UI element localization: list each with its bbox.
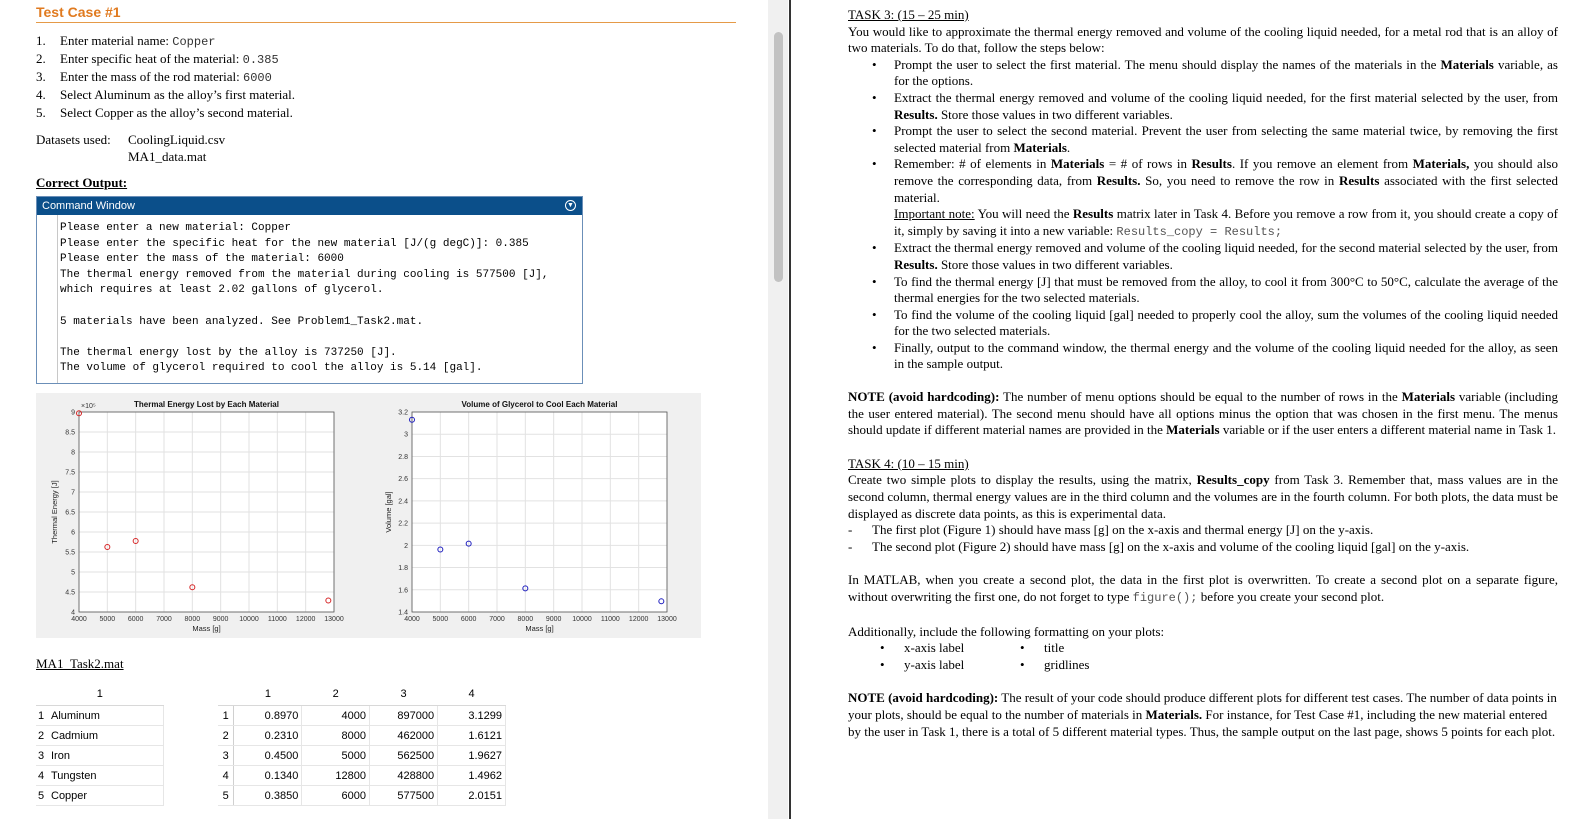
row-index: 1 [36,706,49,726]
mat-file-title: MA1_Task2.mat [36,656,124,671]
x-tick-label: 10000 [572,616,592,623]
table-cell[interactable]: 12800 [302,766,370,786]
plots-svg [36,393,701,638]
table-row[interactable] [218,766,506,786]
y-tick-label: 2 [404,542,408,550]
y-tick-label: 1.6 [398,587,408,595]
y-tick-label: 5 [71,569,75,577]
row-index: 3 [36,746,49,766]
y-tick-label: 2.2 [398,520,408,528]
list-item: • x-axis label [880,640,1020,657]
table-cell[interactable]: 8000 [302,726,370,746]
table-cell[interactable]: 1.6121 [438,726,506,746]
y-tick-label: 2.8 [398,453,408,461]
dataset-file: CoolingLiquid.csv [128,132,226,147]
x-tick-label: 6000 [460,616,477,623]
list-item: • Remember: # of elements in Materials = # of rows in Results. If you remove an element from Materials, you should also remove the corresponding data, from Results. So, you need to remove the row in Results associated with the first selected material. Important note: You will need the Results matrix later in Task 4. Before you remove a row from it, you should create a copy of it, simply by saving it into a new variable: Results_copy = Results; [894,156,1558,240]
column-header[interactable]: 1 [234,683,302,706]
x-tick-label: 5000 [99,616,116,623]
command-window-header [37,197,582,215]
row-index: 4 [36,766,49,786]
task3-intro: You would like to approximate the thermal energy removed and volume of the cooling liquid needed, for a metal rod that is an alloy of two materials. To do that, follow the steps below: [848,23,1558,56]
table-row[interactable] [36,766,164,786]
command-output-line: which requires at least 2.02 gallons of glycerol. [60,284,384,297]
y-tick-label: 1.8 [398,565,408,573]
list-item: • To find the volume of the cooling liquid [gal] needed to properly cool the alloy, sum the volumes of the cooling liquid needed for the two selected materials. [894,307,1558,340]
table-cell[interactable]: Cadmium [49,726,164,746]
step-item: 3. Enter the mass of the rod material: 6000 [36,69,272,85]
table-cell[interactable]: 577500 [370,786,438,806]
command-window-title: Command Window [42,200,135,212]
task3-note: NOTE (avoid hardcoding): The number of menu options should be equal to the number of rows in the Materials variable (including the user entered material). The second menu should have all options minus the option that was chosen in the first menu. The menus should update if different material names are provided in the Materials variable or if the user enters a different material name in Task 1. [848,389,1558,438]
list-item: • To find the thermal energy [J] that must be removed from the alloy, to cool it from 300°C to 50°C, calculate the average of the thermal energies for the two selected materials. [894,274,1558,307]
datasets-label: Datasets used: [36,132,111,147]
x-tick-label: 4000 [71,616,87,623]
y-axis-label: Thermal Energy [J] [50,480,59,544]
x-tick-label: 9000 [545,616,562,623]
task4-plot-list [848,522,1558,555]
table-cell[interactable]: 0.1340 [234,766,302,786]
table-row[interactable] [218,706,506,726]
list-item: • Prompt the user to select the first material. The menu should display the names of the materials in the Materials variable, as for the options. [894,57,1558,90]
datasets-used [36,131,225,165]
row-index: 2 [36,726,49,746]
chart-title: Thermal Energy Lost by Each Material [134,400,279,409]
x-tick-label: 11000 [267,616,287,623]
materials-table[interactable] [36,683,164,806]
x-tick-label: 5000 [432,616,449,623]
x-tick-label: 9000 [212,616,229,623]
x-tick-label: 13000 [324,616,344,623]
table-row[interactable] [36,786,164,806]
table-cell[interactable]: 1.4962 [438,766,506,786]
task4-paragraph: Create two simple plots to display the results, using the matrix, Results_copy from Task 3. Remember that, mass values are in the second column, thermal energy values are in the third column and the volumes are in the fourth column. For both plots, the data must be displayed as discrete data points, as this is experimental data. [848,472,1559,521]
command-window-output[interactable] [57,215,582,383]
correct-output-heading: Correct Output: [36,175,128,190]
x-tick-label: 11000 [600,616,620,623]
y-tick-label: 4 [71,609,75,617]
x-tick-label: 4000 [404,616,420,623]
table-row[interactable] [36,726,164,746]
x-tick-label: 12000 [295,616,316,623]
x-tick-label: 7000 [156,616,172,623]
dataset-file: MA1_data.mat [128,149,207,164]
column-header[interactable]: 3 [370,683,438,706]
table-row[interactable] [218,726,506,746]
x-tick-label: 8000 [517,616,534,623]
list-item: • Extract the thermal energy removed and volume of the cooling liquid needed, for the first material selected by the user, from Results. Store those values in two different variables. [894,90,1558,123]
chevron-down-circle-icon[interactable]: ▼ [565,200,576,211]
task4-formatting-intro: Additionally, include the following formatting on your plots: [848,623,1165,639]
y-tick-label: 2.6 [398,476,408,484]
row-index: 5 [36,786,49,806]
y-tick-label: 3 [404,431,408,439]
x-tick-label: 8000 [184,616,201,623]
table-cell[interactable]: 562500 [370,746,438,766]
step-item: 4. Select Aluminum as the alloy’s first material. [36,87,296,102]
results-corner [218,683,234,706]
x-axis-label: Mass [g] [192,624,221,633]
y-tick-label: 2.4 [398,498,408,506]
y-tick-label: 3.2 [398,409,408,417]
list-item: • Prompt the user to select the second material. Prevent the user from selecting the same material twice, by removing the first selected material from Materials. [894,123,1558,156]
table-cell[interactable]: Aluminum [49,706,164,726]
command-output-line: 5 materials have been analyzed. See Problem1_Task2.mat. [60,315,424,328]
row-index: 1 [218,706,234,726]
formatting-list [848,640,1558,673]
command-output-line: The volume of glycerol required to cool the alloy is 5.14 [gal]. [60,362,483,375]
x-tick-label: 6000 [127,616,144,623]
table-cell[interactable]: 4000 [302,706,370,726]
y-tick-label: 8 [71,449,75,457]
table-cell[interactable]: 897000 [370,706,438,726]
command-output-line: The thermal energy removed from the material during cooling is 577500 [J], [60,268,549,281]
table-cell[interactable]: 1.9627 [438,746,506,766]
command-output-line: Please enter the specific heat for the new material [J/(g degC)]: 0.385 [60,237,529,250]
x-tick-label: 12000 [628,616,649,623]
list-item: - The first plot (Figure 1) should have mass [g] on the x-axis and thermal energy [J] on the y-axis. [872,522,1558,539]
list-item: • Finally, output to the command window, the thermal energy and the volume of the cooling liquid needed for the alloy, as seen in the sample output. [894,340,1558,373]
column-header[interactable]: 2 [302,683,370,706]
command-output-line: The thermal energy lost by the alloy is 737250 [J]. [60,346,397,359]
row-index: 4 [218,766,234,786]
y-tick-label: 9 [71,409,75,417]
page-divider [789,0,791,819]
task4-heading: TASK 4: (10 – 15 min) [848,455,969,471]
x-tick-label: 10000 [239,616,259,623]
test-case-steps [36,32,295,122]
row-index: 2 [218,726,234,746]
y-axis-label: Volume [gal] [384,491,393,533]
table-row[interactable] [36,746,164,766]
task3-heading: TASK 3: (15 – 25 min) [848,7,969,22]
list-item: • Extract the thermal energy removed and volume of the cooling liquid needed, for the second material selected by the user, from Results. Store those values in two different variables. [894,240,1558,273]
table-cell[interactable]: 3.1299 [438,706,506,726]
row-index: 5 [218,786,234,806]
results-table[interactable] [218,683,506,806]
y-tick-label: 5.5 [65,549,75,557]
table-cell[interactable]: 0.8970 [234,706,302,726]
left-page [0,0,780,819]
table-row[interactable] [218,746,506,766]
task4-note: NOTE (avoid hardcoding): The result of your code should produce different plots for different test cases. The number of data points in your plots, should be equal to the number of materials in Materials. For instance, for Test Case #1, including the new material entered by the user in Task 1, there is a total of 5 different material types. Thus, the sample output on the last page, shows 5 points for each plot. [848,690,1557,739]
figure-plots [36,393,701,638]
command-window[interactable] [36,196,583,384]
table-cell[interactable]: Tungsten [49,766,164,786]
table-cell[interactable]: 0.2310 [234,726,302,746]
table-row[interactable] [36,706,164,726]
list-item: - The second plot (Figure 2) should have mass [g] on the x-axis and volume of the cooling liquid [gal] on the y-axis. [872,539,1558,556]
plot-area [412,412,667,612]
test-case-title: Test Case #1 [36,4,736,23]
task3-steps [848,57,1558,373]
step-item: 5. Select Copper as the alloy’s second material. [36,105,293,120]
command-output-line: Please enter a new material: Copper [60,222,292,234]
y-tick-label: 4.5 [65,589,75,597]
y-tick-label: 8.5 [65,429,75,437]
chart-title: Volume of Glycerol to Cool Each Material [461,400,618,409]
table-cell[interactable]: Copper [49,786,164,806]
step-item: 2. Enter specific heat of the material: 0.385 [36,51,279,67]
table-cell[interactable]: 428800 [370,766,438,786]
x-axis-label: Mass [g] [525,624,554,633]
materials-col-header: 1 [36,683,164,706]
command-output-line: Please enter the mass of the material: 6000 [60,253,344,266]
table-cell[interactable]: 5000 [302,746,370,766]
y-tick-label: 7.5 [65,469,75,477]
list-item: • gridlines [1020,657,1160,674]
table-cell[interactable]: 462000 [370,726,438,746]
step-item: 1. Enter material name: Copper [36,33,216,49]
table-cell[interactable]: 0.3850 [234,786,302,806]
table-cell[interactable]: 0.4500 [234,746,302,766]
list-item: • title [1020,640,1160,657]
table-cell[interactable]: Iron [49,746,164,766]
command-output-line [60,299,582,315]
task4-figure-note: In MATLAB, when you create a second plot, the data in the first plot is overwritten. To create a second plot on a separate figure, without overwriting the first one, do not forget to type figure(); before you create your second plot. [848,572,1558,605]
x-tick-label: 13000 [657,616,677,623]
list-item: • y-axis label [880,657,1020,674]
y-tick-label: 6.5 [65,509,75,517]
table-cell[interactable]: 2.0151 [438,786,506,806]
y-tick-label: 6 [71,529,75,537]
right-page [848,7,1558,740]
table-cell[interactable]: 6000 [302,786,370,806]
y-tick-label: 1.4 [398,609,408,617]
row-index: 3 [218,746,234,766]
x-tick-label: 7000 [489,616,505,623]
column-header[interactable]: 4 [438,683,506,706]
command-output-line [60,330,582,346]
scrollbar-thumb[interactable] [774,32,783,282]
table-row[interactable] [218,786,506,806]
y-axis-multiplier: ×10⁵ [81,403,96,410]
y-tick-label: 7 [71,489,75,497]
